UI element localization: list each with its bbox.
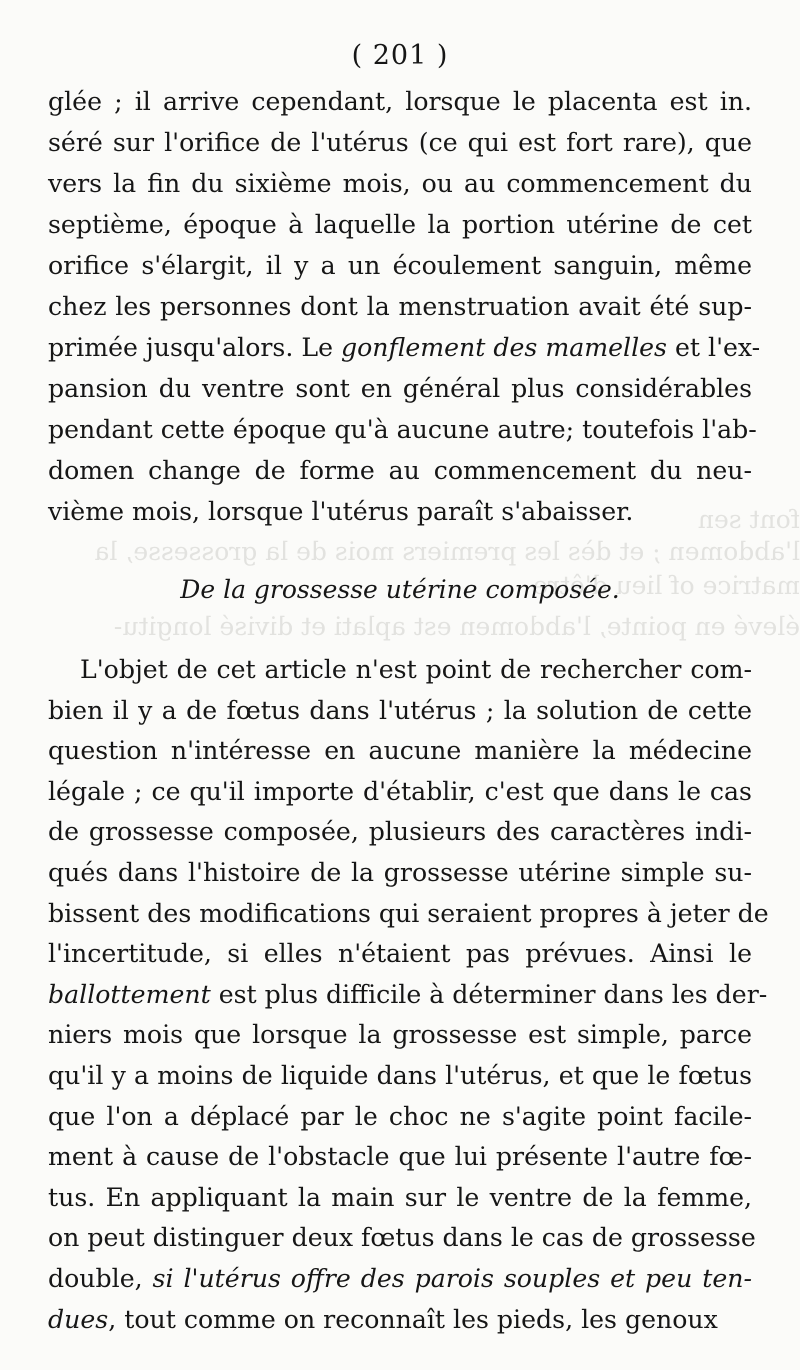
text-line: [48, 247, 752, 285]
bleed-through-line: font sen: [697, 505, 800, 534]
text-run: question n'intéresse en aucune manière la médecine: [48, 736, 752, 766]
text-line: [48, 370, 752, 408]
text-run: est plus difficile à déterminer dans les der-: [210, 979, 768, 1009]
text-line: [48, 1016, 752, 1054]
italic-text: gonflement des mamelles: [341, 333, 667, 362]
text-run: séré sur l'orifice de l'utérus (ce qui est fort rare), que: [48, 128, 752, 157]
text-run: bissent des modifications qui seraient propres à jeter de: [48, 898, 769, 928]
text-run: légale ; ce qu'il importe d'établir, c'est que dans le cas: [48, 776, 752, 806]
bleed-through-line: l'abdomen ; et dès les premiers mois de la grossesse, la: [94, 537, 800, 566]
text-line: [48, 493, 752, 531]
text-run: L'objet de cet article n'est point de rechercher com-: [80, 655, 752, 684]
text-line: [48, 1301, 752, 1339]
text-line: [48, 813, 752, 851]
text-run: bien il y a de fœtus dans l'utérus ; la solution de cette: [48, 695, 752, 725]
text-line: [48, 1138, 752, 1176]
text-line: [48, 895, 769, 933]
text-run: tus. En appliquant la main sur le ventre de la femme,: [48, 1182, 752, 1212]
section-heading: De la grossesse utérine composée.: [180, 575, 620, 604]
text-line: [48, 1057, 752, 1095]
text-line: [48, 935, 752, 973]
text-line: [48, 1219, 756, 1257]
text-line: [48, 83, 752, 121]
bleed-through-line: élevé en pointe, l'abdomen est aplati et divisé longitu-: [113, 612, 800, 641]
text-run: et l'ex-: [666, 333, 761, 362]
text-line: [48, 124, 752, 162]
text-line: [48, 773, 752, 811]
text-run: septième, époque à laquelle la portion utérine de cet: [48, 210, 752, 239]
italic-text: ballottement: [48, 979, 211, 1009]
text-line: [48, 976, 768, 1014]
text-line: [48, 1260, 752, 1298]
text-line: [48, 1179, 752, 1217]
text-run: chez les personnes dont la menstruation avait été sup-: [48, 292, 752, 321]
text-run: orifice s'élargit, il y a un écoulement sanguin, même: [48, 251, 752, 280]
italic-text: si l'utérus offre des parois souples et peu ten-: [152, 1264, 752, 1293]
text-run: double,: [48, 1264, 153, 1293]
text-line: [48, 452, 752, 490]
text-run: vième mois, lorsque l'utérus paraît s'abaisser.: [48, 497, 634, 526]
text-line: [48, 732, 752, 770]
text-run: primée jusqu'alors. Le: [48, 333, 342, 362]
text-run: que l'on a déplacé par le choc ne s'agite point facile-: [48, 1101, 752, 1131]
text-run: qu'il y a moins de liquide dans l'utérus, et que le fœtus: [48, 1061, 752, 1090]
text-line: [48, 329, 761, 367]
text-run: pansion du ventre sont en général plus considérables: [48, 374, 752, 403]
text-run: l'incertitude, si elles n'étaient pas prévues. Ainsi le: [48, 939, 752, 969]
text-run: niers mois que lorsque la grossesse est simple, parce: [48, 1020, 752, 1050]
text-line: [48, 411, 757, 449]
text-run: vers la fin du sixième mois, ou au commencement du: [48, 169, 752, 198]
text-run: ment à cause de l'obstacle que lui présente l'autre fœ-: [48, 1142, 752, 1172]
text-line: [48, 854, 752, 892]
text-line: [48, 165, 752, 203]
text-run: domen change de forme au commencement du neu-: [48, 456, 752, 485]
text-line: [48, 692, 752, 730]
text-run: pendant cette époque qu'à aucune autre; toutefois l'ab-: [48, 415, 757, 444]
text-line: [48, 206, 752, 244]
bleed-through-line: matrice of lieu d'être: [533, 571, 800, 600]
text-line: [48, 1098, 752, 1136]
text-run: de grossesse composée, plusieurs des caractères indi-: [48, 817, 752, 847]
text-run: on peut distinguer deux fœtus dans le cas de grossesse: [48, 1223, 756, 1253]
text-run: , tout comme on reconnaît les pieds, les genoux: [108, 1304, 718, 1334]
text-run: glée ; il arrive cependant, lorsque le placenta est in.: [48, 87, 752, 116]
text-line: [48, 288, 752, 326]
text-line: [80, 651, 752, 689]
page-number: ( 201 ): [351, 40, 449, 71]
text-run: qués dans l'histoire de la grossesse utérine simple su-: [48, 858, 752, 887]
italic-text: dues: [48, 1304, 109, 1334]
